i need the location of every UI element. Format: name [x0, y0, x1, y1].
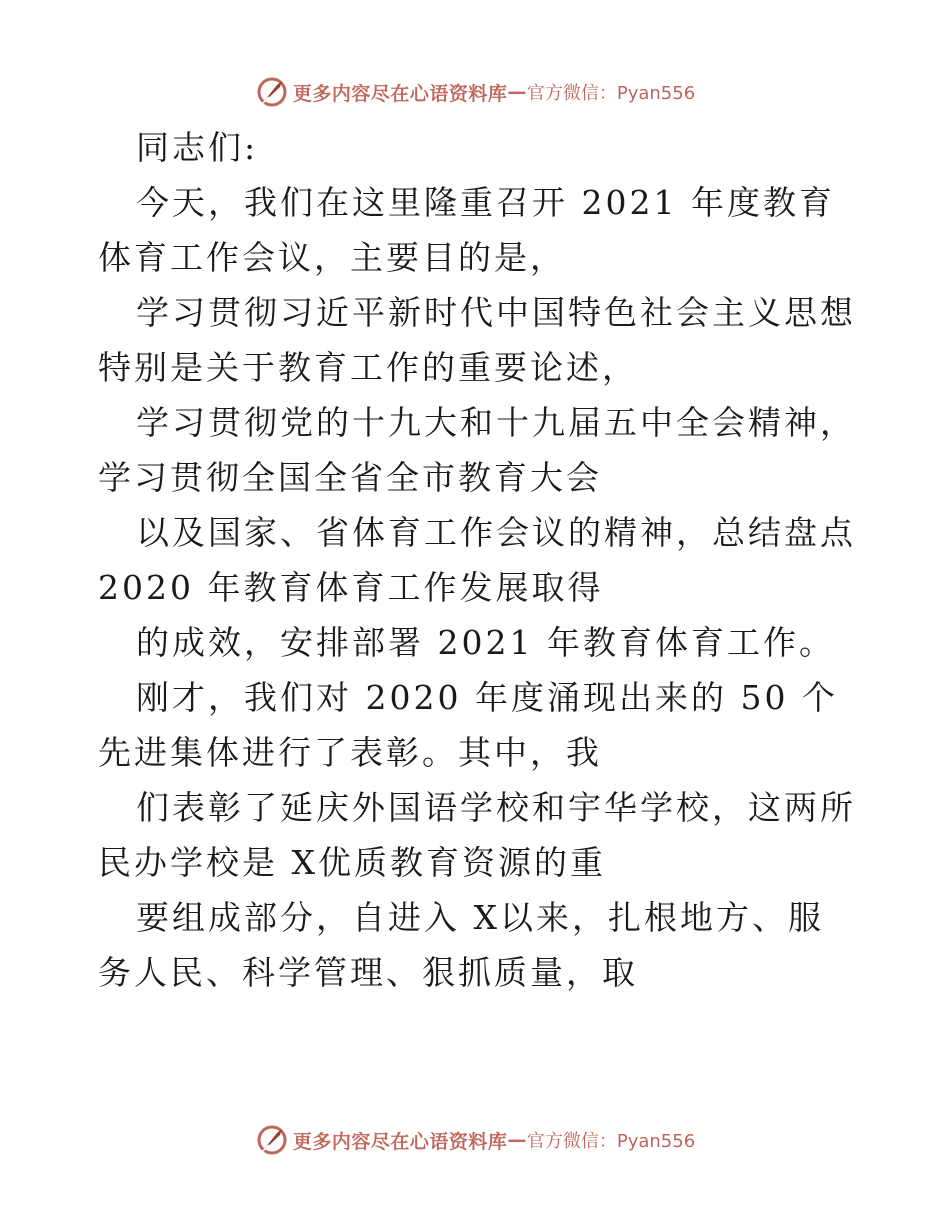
header-separator: — — [507, 81, 527, 103]
paragraph-6: 刚才，我们对 2020 年度涌现出来的 50 个先进集体进行了表彰。其中，我 — [98, 678, 838, 772]
paragraph-3: 学习贯彻党的十九大和十九届五中全会精神，学习贯彻全国全省全市教育大会 — [98, 403, 856, 497]
paragraph-2: 学习贯彻习近平新时代中国特色社会主义思想特别是关于教育工作的重要论述， — [98, 293, 856, 387]
paragraph-8: 要组成部分，自进入 X以来，扎根地方、服务人民、科学管理、狠抓质量，取 — [98, 898, 824, 992]
document-body — [98, 120, 858, 1000]
paragraph-5: 的成效，安排部署 2021 年教育体育工作。 — [136, 623, 835, 662]
header-watermark-banner — [0, 72, 950, 112]
quill-circle-icon — [255, 75, 289, 109]
footer-wechat-text: 官方微信：Pyan556 — [526, 1131, 696, 1152]
paragraph-7: 们表彰了延庆外国语学校和宇华学校，这两所民办学校是 X优质教育资源的重 — [98, 788, 856, 882]
paragraph-1: 今天，我们在这里隆重召开 2021 年度教育体育工作会议，主要目的是， — [98, 183, 835, 277]
footer-watermark-banner — [0, 1120, 950, 1160]
footer-site-text: 更多内容尽在心语资料库 — [292, 1130, 508, 1153]
header-wechat-text: 官方微信：Pyan556 — [526, 83, 696, 104]
header-site-text: 更多内容尽在心语资料库 — [292, 82, 508, 105]
footer-separator: — — [507, 1129, 527, 1151]
quill-circle-icon — [255, 1123, 289, 1157]
paragraph-greeting: 同志们: — [136, 128, 259, 167]
paragraph-4: 以及国家、省体育工作会议的精神，总结盘点 2020 年教育体育工作发展取得 — [98, 513, 856, 607]
